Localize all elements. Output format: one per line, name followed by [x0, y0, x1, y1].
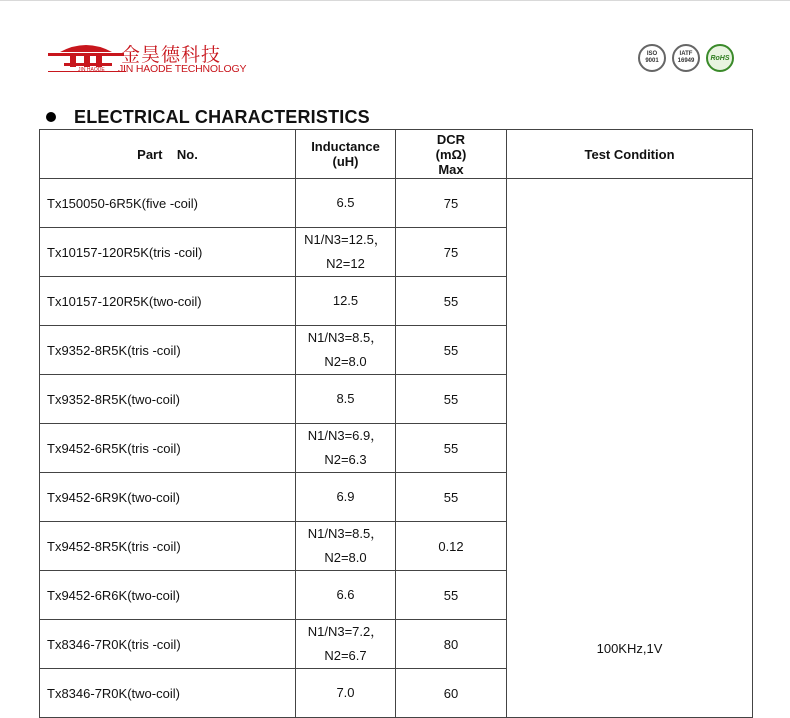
inductance-cell: N1/N3=12.5， N2=12	[296, 228, 396, 277]
part-number-cell: Tx9452-6R6K(two-coil)	[40, 571, 296, 620]
dcr-cell: 75	[396, 228, 507, 277]
part-number-cell: Tx9452-6R9K(two-coil)	[40, 473, 296, 522]
company-logo	[46, 36, 286, 82]
table-header-row	[40, 130, 753, 179]
electrical-characteristics-table	[39, 129, 753, 718]
dcr-cell: 55	[396, 424, 507, 473]
dcr-cell: 60	[396, 669, 507, 718]
header-dcr: DCR (mΩ) Max	[396, 130, 507, 179]
part-number-cell: Tx150050-6R5K(five -coil)	[40, 179, 296, 228]
section-heading	[46, 104, 370, 130]
inductance-cell: 6.9	[296, 473, 396, 522]
dcr-cell: 55	[396, 326, 507, 375]
test-condition-cell: 100KHz,1V	[507, 179, 753, 718]
iso-9001-badge-icon: ISO 9001	[638, 44, 666, 72]
inductance-cell: 12.5	[296, 277, 396, 326]
certification-badges	[636, 44, 746, 76]
inductance-cell: 8.5	[296, 375, 396, 424]
part-number-cell: Tx8346-7R0K(tris -coil)	[40, 620, 296, 669]
inductance-cell: N1/N3=7.2， N2=6.7	[296, 620, 396, 669]
inductance-cell: N1/N3=6.9， N2=6.3	[296, 424, 396, 473]
inductance-cell: 7.0	[296, 669, 396, 718]
rohs-badge-icon: RoHS	[706, 44, 734, 72]
dcr-cell: 75	[396, 179, 507, 228]
dcr-cell: 80	[396, 620, 507, 669]
header-part-no: Part No.	[40, 130, 296, 179]
inductance-cell: N1/N3=8.5， N2=8.0	[296, 522, 396, 571]
dcr-cell: 55	[396, 277, 507, 326]
header-inductance: Inductance (uH)	[296, 130, 396, 179]
header-test-condition: Test Condition	[507, 130, 753, 179]
dcr-cell: 0.12	[396, 522, 507, 571]
inductance-cell: 6.5	[296, 179, 396, 228]
company-name-en-small: JIN HAODE	[78, 67, 105, 73]
company-name-en: JIN HAODE TECHNOLOGY	[118, 63, 247, 75]
company-name-cn: 金昊德科技	[121, 44, 222, 66]
section-title: ELECTRICAL CHARACTERISTICS	[74, 106, 370, 127]
part-number-cell: Tx9452-6R5K(tris -coil)	[40, 424, 296, 473]
table-row	[40, 179, 753, 228]
part-number-cell: Tx8346-7R0K(two-coil)	[40, 669, 296, 718]
part-number-cell: Tx9352-8R5K(tris -coil)	[40, 326, 296, 375]
dcr-cell: 55	[396, 375, 507, 424]
iatf-16949-badge-icon: IATF 16949	[672, 44, 700, 72]
part-number-cell: Tx10157-120R5K(two-coil)	[40, 277, 296, 326]
part-number-cell: Tx10157-120R5K(tris -coil)	[40, 228, 296, 277]
bullet-icon	[46, 112, 56, 122]
inductance-cell: 6.6	[296, 571, 396, 620]
dcr-cell: 55	[396, 571, 507, 620]
part-number-cell: Tx9352-8R5K(two-coil)	[40, 375, 296, 424]
dcr-cell: 55	[396, 473, 507, 522]
page-top-divider	[0, 0, 790, 1]
inductance-cell: N1/N3=8.5， N2=8.0	[296, 326, 396, 375]
part-number-cell: Tx9452-8R5K(tris -coil)	[40, 522, 296, 571]
